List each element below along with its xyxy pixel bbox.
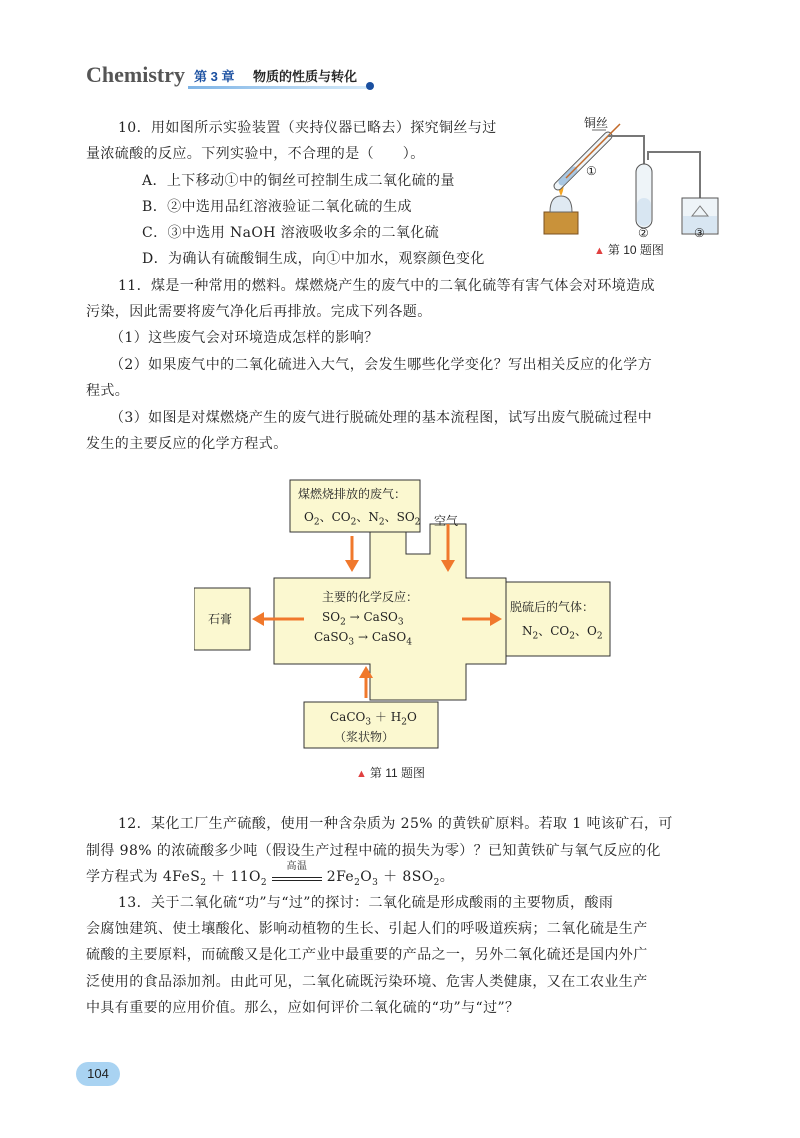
header-dot — [366, 82, 374, 90]
q11-stem-line1: 11．煤是一种常用的燃料。煤燃烧产生的废气中的二氧化硫等有害气体会对环境造成 — [118, 278, 656, 294]
reaction-condition: 高温 — [272, 867, 322, 881]
q11-sub3-line2: 发生的主要反应的化学方程式。 — [86, 436, 288, 452]
q13-line2: 会腐蚀建筑、使土壤酸化、影响动植物的生长、引起人们的呼吸道疾病；二氧化硫是生产 — [86, 921, 648, 937]
gypsum-label: 石膏 — [208, 612, 233, 626]
q11-sub2-line2: 程式。 — [86, 383, 130, 399]
q11-sub1: （1）这些废气会对环境造成怎样的影响？ — [110, 330, 379, 346]
reaction-1: $SO_2$ → CaSO$_3$ — [322, 610, 404, 628]
desulfurized-gas-box — [506, 582, 610, 656]
q10-option-b: B．②中选用品红溶液验证二氧化硫的生成 — [142, 199, 412, 215]
subject-title: Chemistry — [86, 62, 185, 87]
tube-2-liquid — [637, 198, 651, 226]
page-number: 104 — [76, 1062, 120, 1086]
page-header — [86, 58, 386, 98]
q10-stem-line2: 量浓硫酸的反应。下列实验中，不合理的是（ ）。 — [86, 146, 425, 162]
label-beaker-3: ③ — [694, 226, 705, 240]
alcohol-lamp — [550, 196, 572, 212]
chapter-title: 物质的性质与转化 — [253, 69, 358, 84]
slurry-label: （浆状物） — [334, 730, 395, 744]
chapter-number: 第 3 章 — [194, 69, 235, 84]
q11-sub3-line1: （3）如图是对煤燃烧产生的废气进行脱硫处理的基本流程图，试写出废气脱硫过程中 — [110, 410, 653, 426]
q13-line3: 硫酸的主要原料，而硫酸又是化工产业中最重要的产品之一，另外二氧化硫还是国内外广 — [86, 947, 648, 963]
q10-option-c: C．③中选用 NaOH 溶液吸收多余的二氧化硫 — [142, 225, 440, 241]
wood-block — [544, 212, 578, 234]
waste-gas-title: 煤燃烧排放的废气： — [298, 487, 407, 501]
caption-triangle-icon: ▲ — [356, 768, 367, 780]
q12-line1: 12．某化工厂生产硫酸，使用一种含杂质为 25% 的黄铁矿原料。若取 1 吨该矿石，可 — [118, 816, 673, 832]
q10-option-a: A．上下移动①中的铜丝可控制生成二氧化硫的量 — [142, 173, 455, 189]
q10-option-d: D．为确认有硫酸铜生成，向①中加水，观察颜色变化 — [142, 251, 485, 267]
q10-stem-line1: 10．用如图所示实验装置（夹持仪器已略去）探究铜丝与过 — [118, 120, 497, 136]
main-reaction-title: 主要的化学反应： — [322, 590, 419, 604]
figure-10-caption: ▲ 第 10 题图 — [594, 243, 664, 257]
label-tube-2: ② — [638, 226, 649, 240]
q13-line1: 13．关于二氧化硫“功”与“过”的探讨：二氧化硫是形成酸雨的主要物质，酸雨 — [118, 895, 614, 911]
q12-line2: 制得 98% 的浓硫酸多少吨（假设生产过程中硫的损失为零）？已知黄铁矿与氧气反应的化 — [86, 843, 661, 859]
desulfurized-gas-title: 脱硫后的气体： — [510, 600, 595, 614]
figure-11-flowchart — [194, 470, 634, 755]
slurry-formula: CaCO$_3$ ＋ $H_2O$ — [330, 710, 417, 728]
apparatus-drawing — [536, 112, 726, 242]
q13-line5: 中具有重要的应用价值。那么，应如何评价二氧化硫的“功”与“过”？ — [86, 1000, 520, 1016]
arrow-waste-gas-head — [345, 560, 359, 572]
figure-10-apparatus — [536, 112, 726, 260]
waste-gas-formula: $O_2$、$CO_2$、$N_2$、$SO_2$ — [304, 510, 421, 528]
desulfurized-gas-formula: $N_2$、$CO_2$、$O_2$ — [522, 624, 603, 642]
arrow-gypsum-head — [252, 612, 264, 626]
figure-11-caption: ▲ 第 11 题图 — [356, 766, 426, 780]
q13-line4: 泛使用的食品添加剂。由此可见，二氧化硫既污染环境、危害人类健康，又在工农业生产 — [86, 974, 648, 990]
label-tube-1: ① — [586, 164, 597, 178]
label-copper-wire: 铜丝 — [584, 116, 609, 130]
q12-line3: 学方程式为 $4FeS_2 + 11O_2$ 高温 $2Fe_2O_3 + 8SO_2$。 — [86, 861, 455, 888]
q11-stem-line2: 污染，因此需要将废气净化后再排放。完成下列各题。 — [86, 304, 432, 320]
header-rule — [188, 86, 368, 89]
air-label: 空气 — [434, 514, 459, 528]
caption-triangle-icon: ▲ — [594, 245, 605, 257]
reaction-2: CaSO$_3$ → CaSO$_4$ — [314, 630, 412, 648]
q11-sub2-line1: （2）如果废气中的二氧化硫进入大气，会发生哪些化学变化？写出相关反应的化学方 — [110, 357, 653, 373]
